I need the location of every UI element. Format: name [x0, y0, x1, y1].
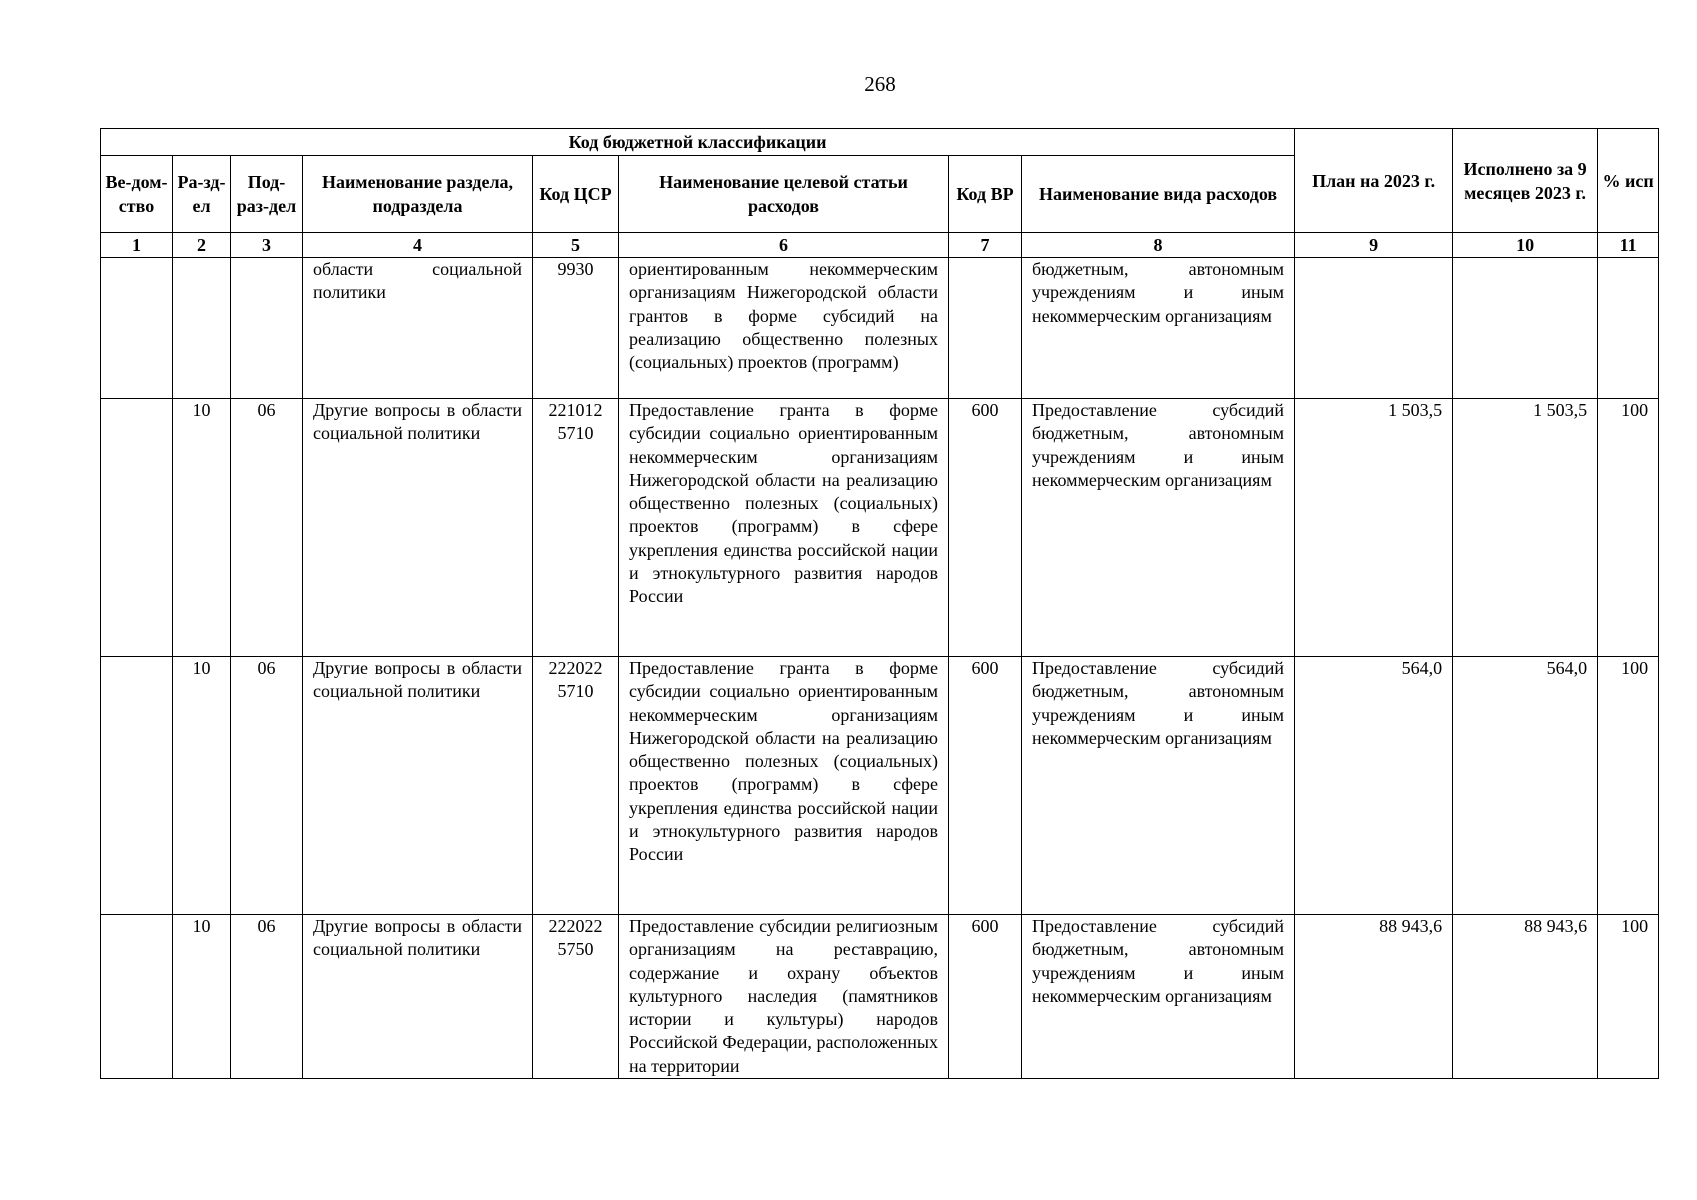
column-number: 4	[303, 233, 533, 258]
plan-cell	[1295, 258, 1453, 399]
csr-code-cell: 222022 5750	[533, 915, 619, 1079]
podrazdel-cell: 06	[231, 657, 303, 915]
column-number: 3	[231, 233, 303, 258]
vr-code-cell: 600	[949, 399, 1022, 657]
column-number: 8	[1022, 233, 1295, 258]
column-number: 7	[949, 233, 1022, 258]
razdel-cell: 10	[173, 915, 231, 1079]
csr-code-cell: 222022 5710	[533, 657, 619, 915]
table-row	[101, 258, 1659, 399]
page-number: 268	[864, 72, 896, 96]
executed-cell: 564,0	[1453, 657, 1598, 915]
section-name-cell: Другие вопросы в области социальной политики	[303, 399, 533, 657]
column-number: 10	[1453, 233, 1598, 258]
vedomstvo-cell	[101, 399, 173, 657]
target-item-name-cell: ориентированным некоммерческим организациям Нижегородской области грантов в форме субсидий на реализацию общественно полезных (социальных) проектов (программ)	[619, 258, 949, 399]
plan-cell: 88 943,6	[1295, 915, 1453, 1079]
expense-type-name-cell: Предоставление субсидий бюджетным, автономным учреждениям и иным некоммерческим организациям	[1022, 915, 1295, 1079]
column-number: 9	[1295, 233, 1453, 258]
table-row	[101, 399, 1659, 657]
vr-code-cell: 600	[949, 915, 1022, 1079]
executed-cell	[1453, 258, 1598, 399]
vr-code-header: Код ВР	[949, 156, 1022, 233]
percent-header: % исп	[1598, 129, 1659, 233]
razdel-cell: 10	[173, 399, 231, 657]
plan-cell: 1 503,5	[1295, 399, 1453, 657]
vedomstvo-cell	[101, 915, 173, 1079]
podrazdel-cell: 06	[231, 915, 303, 1079]
podrazdel-cell: 06	[231, 399, 303, 657]
section-name-header: Наименование раздела, подраздела	[303, 156, 533, 233]
expense-type-name-cell: Предоставление субсидий бюджетным, автономным учреждениям и иным некоммерческим организациям	[1022, 399, 1295, 657]
expense-type-name-cell: бюджетным, автономным учреждениям и иным некоммерческим организациям	[1022, 258, 1295, 399]
executed-cell: 88 943,6	[1453, 915, 1598, 1079]
target-item-name-cell: Предоставление гранта в форме субсидии социально ориентированным некоммерческим организациям Нижегородской области на реализацию общественно полезных (социальных) проектов (программ) в сфере укрепления единства российской нации и этнокультурного развития народов России	[619, 657, 949, 915]
column-number: 5	[533, 233, 619, 258]
table-row	[101, 915, 1659, 1079]
percent-cell: 100	[1598, 657, 1659, 915]
vr-code-cell: 600	[949, 657, 1022, 915]
percent-cell	[1598, 258, 1659, 399]
column-number: 1	[101, 233, 173, 258]
executed-cell: 1 503,5	[1453, 399, 1598, 657]
plan-cell: 564,0	[1295, 657, 1453, 915]
razdel-header: Ра-зд-ел	[173, 156, 231, 233]
header-numbers-row	[101, 233, 1659, 258]
column-number: 2	[173, 233, 231, 258]
target-item-name-cell: Предоставление субсидии религиозным организациям на реставрацию, содержание и охрану объектов культурного наследия (памятников истории и культуры) народов Российской Федерации, расположенных на территории	[619, 915, 949, 1079]
razdel-cell	[173, 258, 231, 399]
section-name-cell: Другие вопросы в области социальной политики	[303, 915, 533, 1079]
csr-code-cell: 9930	[533, 258, 619, 399]
executed-header: Исполнено за 9 месяцев 2023 г.	[1453, 129, 1598, 233]
vedomstvo-header: Ве-дом-ство	[101, 156, 173, 233]
podrazdel-header: Под-раз-дел	[231, 156, 303, 233]
vedomstvo-cell	[101, 258, 173, 399]
expense-type-name-cell: Предоставление субсидий бюджетным, автономным учреждениям и иным некоммерческим организациям	[1022, 657, 1295, 915]
column-number: 11	[1598, 233, 1659, 258]
vedomstvo-cell	[101, 657, 173, 915]
csr-code-cell: 221012 5710	[533, 399, 619, 657]
plan-header: План на 2023 г.	[1295, 129, 1453, 233]
column-number: 6	[619, 233, 949, 258]
csr-code-header: Код ЦСР	[533, 156, 619, 233]
percent-cell: 100	[1598, 399, 1659, 657]
vr-code-cell	[949, 258, 1022, 399]
target-item-name-cell: Предоставление гранта в форме субсидии социально ориентированным некоммерческим организациям Нижегородской области на реализацию общественно полезных (социальных) проектов (программ) в сфере укрепления единства российской нации и этнокультурного развития народов России	[619, 399, 949, 657]
section-name-cell: Другие вопросы в области социальной политики	[303, 657, 533, 915]
budget-table	[100, 128, 1659, 1079]
razdel-cell: 10	[173, 657, 231, 915]
expense-type-name-header: Наименование вида расходов	[1022, 156, 1295, 233]
percent-cell: 100	[1598, 915, 1659, 1079]
section-name-cell: области социальной политики	[303, 258, 533, 399]
header-group-row	[101, 129, 1659, 156]
budget-classification-header: Код бюджетной классификации	[101, 129, 1295, 156]
podrazdel-cell	[231, 258, 303, 399]
target-item-name-header: Наименование целевой статьи расходов	[619, 156, 949, 233]
table-row	[101, 657, 1659, 915]
